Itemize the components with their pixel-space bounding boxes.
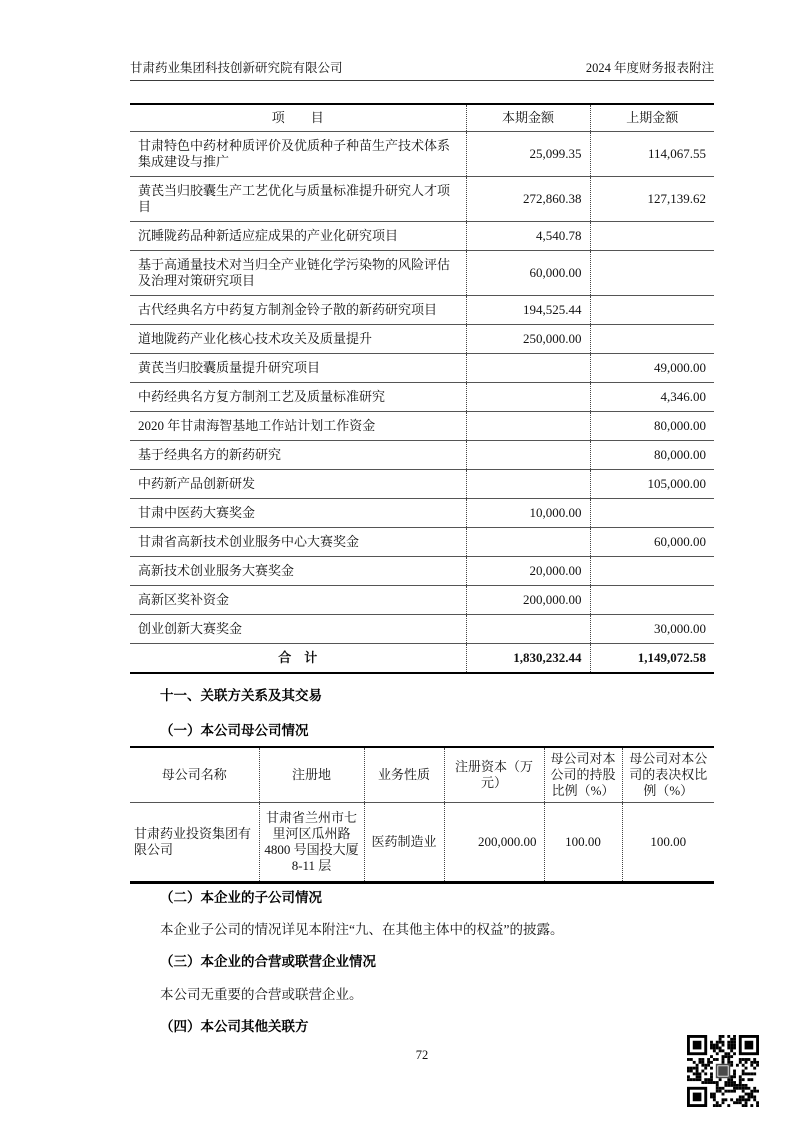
prior-amount: 80,000.00 — [590, 412, 714, 441]
item-name: 中药新产品创新研发 — [130, 470, 466, 499]
table-header-row — [130, 747, 714, 803]
item-name: 高新区奖补资金 — [130, 586, 466, 615]
prior-amount: 30,000.00 — [590, 615, 714, 644]
current-amount: 194,525.44 — [466, 296, 590, 325]
column-header-prior-amount: 上期金额 — [590, 104, 714, 132]
page-header — [130, 52, 714, 81]
section-11-3-heading: （三）本企业的合营或联营企业情况 — [160, 954, 376, 969]
column-header-registered-place: 注册地 — [259, 747, 364, 803]
item-name: 基于高通量技术对当归全产业链化学污染物的风险评估及治理对策研究项目 — [130, 251, 466, 296]
table-row — [130, 528, 714, 557]
current-amount: 25,099.35 — [466, 132, 590, 177]
column-header-shareholding-ratio: 母公司对本公司的持股比例（%） — [544, 747, 622, 803]
current-amount — [466, 412, 590, 441]
current-amount — [466, 528, 590, 557]
grant-amount-table — [130, 103, 714, 674]
item-name: 2020 年甘肃海智基地工作站计划工作资金 — [130, 412, 466, 441]
prior-amount: 4,346.00 — [590, 383, 714, 412]
prior-amount — [590, 222, 714, 251]
item-name: 甘肃中医药大赛奖金 — [130, 499, 466, 528]
item-name: 黄芪当归胶囊生产工艺优化与质量标准提升研究人才项目 — [130, 177, 466, 222]
column-header-registered-capital: 注册资本（万元） — [444, 747, 544, 803]
subsidiary-note-text: 本企业子公司的情况详见本附注“九、在其他主体中的权益”的披露。 — [160, 922, 564, 937]
table-row — [130, 412, 714, 441]
total-prior-amount: 1,149,072.58 — [590, 644, 714, 674]
section-11-heading: 十一、关联方关系及其交易 — [160, 688, 322, 703]
section-11-1-heading: （一）本公司母公司情况 — [160, 723, 309, 738]
prior-amount — [590, 296, 714, 325]
prior-amount — [590, 251, 714, 296]
table-row — [130, 325, 714, 354]
prior-amount — [590, 325, 714, 354]
shareholding-ratio: 100.00 — [544, 803, 622, 883]
current-amount — [466, 383, 590, 412]
current-amount: 200,000.00 — [466, 586, 590, 615]
item-name: 古代经典名方中药复方制剂金铃子散的新药研究项目 — [130, 296, 466, 325]
current-amount — [466, 615, 590, 644]
table-row — [130, 251, 714, 296]
current-amount: 20,000.00 — [466, 557, 590, 586]
registered-capital: 200,000.00 — [444, 803, 544, 883]
current-amount — [466, 354, 590, 383]
table-row — [130, 499, 714, 528]
section-11-4-heading: （四）本公司其他关联方 — [160, 1019, 309, 1034]
current-amount — [466, 441, 590, 470]
parent-company-table — [130, 746, 714, 884]
prior-amount: 105,000.00 — [590, 470, 714, 499]
table-row — [130, 803, 714, 883]
item-name: 基于经典名方的新药研究 — [130, 441, 466, 470]
prior-amount — [590, 557, 714, 586]
table-row — [130, 586, 714, 615]
column-header-voting-ratio: 母公司对本公司的表决权比例（%） — [622, 747, 714, 803]
item-name: 道地陇药产业化核心技术攻关及质量提升 — [130, 325, 466, 354]
table-row — [130, 470, 714, 499]
total-current-amount: 1,830,232.44 — [466, 644, 590, 674]
prior-amount: 114,067.55 — [590, 132, 714, 177]
current-amount: 250,000.00 — [466, 325, 590, 354]
business-nature: 医药制造业 — [364, 803, 444, 883]
column-header-current-amount: 本期金额 — [466, 104, 590, 132]
item-name: 沉睡陇药品种新适应症成果的产业化研究项目 — [130, 222, 466, 251]
section-11-2-heading: （二）本企业的子公司情况 — [160, 890, 322, 905]
current-amount: 4,540.78 — [466, 222, 590, 251]
table-header-row — [130, 104, 714, 132]
item-name: 创业创新大赛奖金 — [130, 615, 466, 644]
header-doc-title: 2024 年度财务报表附注 — [585, 61, 714, 75]
table-total-row — [130, 644, 714, 674]
table-row — [130, 557, 714, 586]
prior-amount: 127,139.62 — [590, 177, 714, 222]
total-label: 合 计 — [130, 644, 466, 674]
current-amount: 10,000.00 — [466, 499, 590, 528]
table-row — [130, 296, 714, 325]
item-name: 高新技术创业服务大赛奖金 — [130, 557, 466, 586]
item-name: 黄芪当归胶囊质量提升研究项目 — [130, 354, 466, 383]
column-header-business-nature: 业务性质 — [364, 747, 444, 803]
table-row — [130, 132, 714, 177]
prior-amount: 60,000.00 — [590, 528, 714, 557]
prior-amount: 80,000.00 — [590, 441, 714, 470]
joint-venture-note-text: 本公司无重要的合营或联营企业。 — [160, 987, 363, 1002]
prior-amount — [590, 499, 714, 528]
current-amount: 272,860.38 — [466, 177, 590, 222]
table-row — [130, 383, 714, 412]
column-header-item: 项 目 — [271, 110, 324, 125]
page-number: 72 — [415, 1048, 429, 1062]
qr-code — [687, 1033, 759, 1107]
item-name: 甘肃特色中药材种质评价及优质种子种苗生产技术体系集成建设与推广 — [130, 132, 466, 177]
current-amount: 60,000.00 — [466, 251, 590, 296]
table-row — [130, 222, 714, 251]
table-row — [130, 354, 714, 383]
header-company-name: 甘肃药业集团科技创新研究院有限公司 — [130, 61, 343, 75]
item-name: 中药经典名方复方制剂工艺及质量标准研究 — [130, 383, 466, 412]
current-amount — [466, 470, 590, 499]
table-row — [130, 615, 714, 644]
prior-amount: 49,000.00 — [590, 354, 714, 383]
column-header-parent-name: 母公司名称 — [161, 767, 227, 782]
table-row — [130, 177, 714, 222]
voting-ratio: 100.00 — [622, 803, 714, 883]
table-row — [130, 441, 714, 470]
registered-place: 甘肃省兰州市七里河区瓜州路 4800 号国投大厦 8-11 层 — [259, 803, 364, 883]
parent-company-name: 甘肃药业投资集团有限公司 — [130, 803, 259, 883]
item-name: 甘肃省高新技术创业服务中心大赛奖金 — [130, 528, 466, 557]
prior-amount — [590, 586, 714, 615]
